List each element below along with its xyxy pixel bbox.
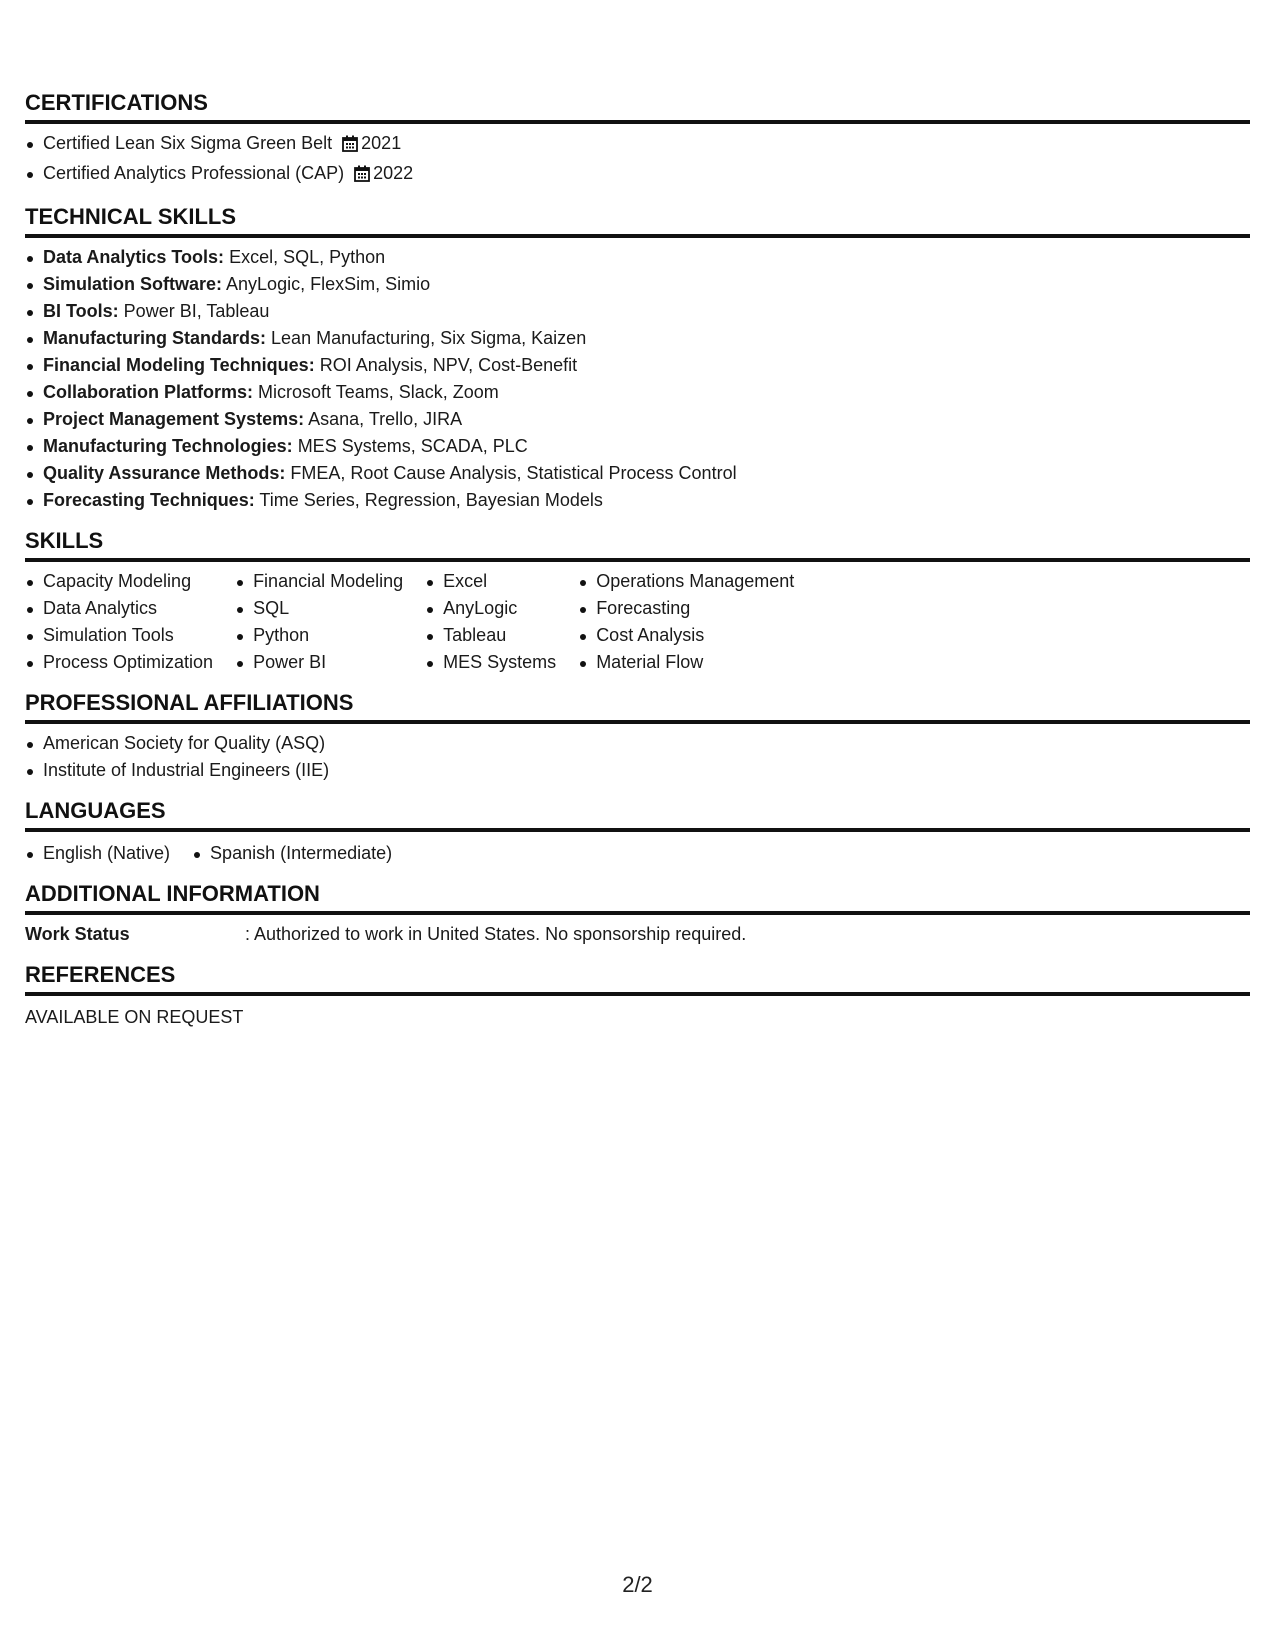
skill-category-label: BI Tools: <box>43 301 119 321</box>
skill-category-label: Manufacturing Standards: <box>43 328 267 348</box>
technical-skill-item <box>25 460 1250 487</box>
additional-info-section <box>25 881 1250 948</box>
language-group <box>192 840 392 867</box>
technical-skill-item <box>25 298 1250 325</box>
certifications-list <box>25 130 1250 190</box>
certification-year: 2021 <box>361 133 402 153</box>
skill-item: Forecasting <box>578 595 794 622</box>
references-heading: REFERENCES <box>25 962 1250 996</box>
certifications-heading: CERTIFICATIONS <box>25 90 1250 124</box>
skill-item: Financial Modeling <box>235 568 403 595</box>
technical-skill-item <box>25 325 1250 352</box>
skill-item: AnyLogic <box>425 595 556 622</box>
languages-heading: LANGUAGES <box>25 798 1250 832</box>
affiliation-item: Institute of Industrial Engineers (IIE) <box>25 757 1250 784</box>
skill-item: Power BI <box>235 649 403 676</box>
language-item: Spanish (Intermediate) <box>192 840 392 867</box>
skill-category-value: FMEA, Root Cause Analysis, Statistical Process Control <box>290 463 737 483</box>
references-section <box>25 962 1250 1031</box>
skill-category-value: Time Series, Regression, Bayesian Models <box>259 490 603 510</box>
skills-column <box>25 568 213 676</box>
technical-skills-list <box>25 244 1250 514</box>
skill-category-value: Asana, Trello, JIRA <box>308 409 463 429</box>
skill-item: Material Flow <box>578 649 794 676</box>
languages-section <box>25 798 1250 867</box>
affiliation-item: American Society for Quality (ASQ) <box>25 730 1250 757</box>
technical-skill-item <box>25 379 1250 406</box>
technical-skill-item <box>25 433 1250 460</box>
skill-category-value: Excel, SQL, Python <box>229 247 386 267</box>
skill-category-value: Lean Manufacturing, Six Sigma, Kaizen <box>271 328 587 348</box>
skill-category-label: Simulation Software: <box>43 274 223 294</box>
skill-category-label: Financial Modeling Techniques: <box>43 355 315 375</box>
affiliations-heading: PROFESSIONAL AFFILIATIONS <box>25 690 1250 724</box>
skill-category-value: MES Systems, SCADA, PLC <box>297 436 528 456</box>
references-text: AVAILABLE ON REQUEST <box>25 1007 244 1027</box>
resume-page <box>25 90 1250 1031</box>
certification-name: Certified Analytics Professional (CAP) <box>43 163 345 183</box>
additional-info-heading: ADDITIONAL INFORMATION <box>25 881 1250 915</box>
work-status-row <box>25 921 1250 948</box>
certification-name: Certified Lean Six Sigma Green Belt <box>43 133 333 153</box>
skill-item: Capacity Modeling <box>25 568 213 595</box>
technical-skills-section <box>25 204 1250 514</box>
skill-category-label: Manufacturing Technologies: <box>43 436 293 456</box>
skill-item: Data Analytics <box>25 595 213 622</box>
skill-item: MES Systems <box>425 649 556 676</box>
skill-category-label: Project Management Systems: <box>43 409 305 429</box>
certification-item <box>25 160 1250 190</box>
technical-skill-item <box>25 487 1250 514</box>
skill-category-value: AnyLogic, FlexSim, Simio <box>226 274 431 294</box>
skills-column <box>578 568 794 676</box>
technical-skill-item <box>25 244 1250 271</box>
skills-column <box>425 568 556 676</box>
technical-skills-heading: TECHNICAL SKILLS <box>25 204 1250 238</box>
technical-skill-item <box>25 271 1250 298</box>
skill-item: Python <box>235 622 403 649</box>
skill-category-label: Quality Assurance Methods: <box>43 463 286 483</box>
languages-list <box>25 840 1250 867</box>
skills-heading: SKILLS <box>25 528 1250 562</box>
language-group <box>25 840 170 867</box>
skill-category-value: Microsoft Teams, Slack, Zoom <box>258 382 499 402</box>
work-status-value: : Authorized to work in United States. No sponsorship required. <box>245 924 747 944</box>
skill-category-value: ROI Analysis, NPV, Cost-Benefit <box>319 355 578 375</box>
technical-skill-item <box>25 406 1250 433</box>
skill-item: Cost Analysis <box>578 622 794 649</box>
skill-item: Excel <box>425 568 556 595</box>
affiliations-list <box>25 730 1250 784</box>
skill-category-label: Collaboration Platforms: <box>43 382 254 402</box>
skill-category-label: Forecasting Techniques: <box>43 490 255 510</box>
skill-item: Operations Management <box>578 568 794 595</box>
calendar-icon <box>342 133 358 160</box>
skills-section <box>25 528 1250 676</box>
affiliations-section <box>25 690 1250 784</box>
technical-skill-item <box>25 352 1250 379</box>
skill-category-label: Data Analytics Tools: <box>43 247 225 267</box>
page-number: 2/2 <box>622 1572 653 1597</box>
calendar-icon <box>354 163 370 190</box>
skill-item: Process Optimization <box>25 649 213 676</box>
work-status-label: Work Status <box>25 924 130 944</box>
skills-grid <box>25 568 1250 676</box>
certification-year: 2022 <box>373 163 414 183</box>
certification-item <box>25 130 1250 160</box>
language-item: English (Native) <box>25 840 170 867</box>
skill-item: Tableau <box>425 622 556 649</box>
skill-category-value: Power BI, Tableau <box>123 301 270 321</box>
skill-item: SQL <box>235 595 403 622</box>
skill-item: Simulation Tools <box>25 622 213 649</box>
skills-column <box>235 568 403 676</box>
certifications-section <box>25 90 1250 190</box>
